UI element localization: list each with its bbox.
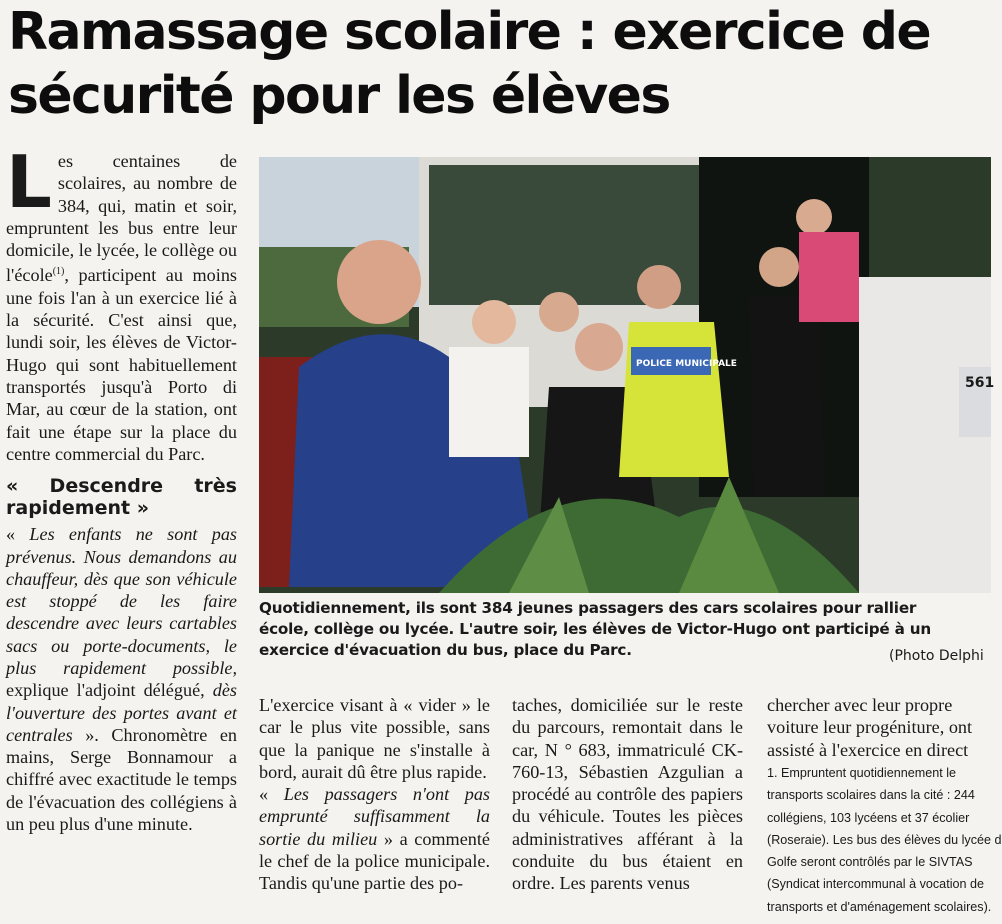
photo-caption	[259, 598, 991, 661]
section-subhead: « Descendre très rapidement »	[6, 475, 237, 520]
caption-line-2: école, collège ou lycée. L'autre soir, les élèves de Victor-Hugo ont participé à un	[259, 620, 931, 638]
footnote-line: (Roseraie). Les bus des élèves du lycée d	[767, 832, 1002, 847]
police-quote: Les passagers n'ont pas emprunté suffisamment la sortie du milieu	[259, 784, 491, 849]
footnote-line: transports scolaires dans la cité : 244	[767, 788, 975, 803]
photo-credit: (Photo Delphi	[889, 648, 984, 664]
column-2-paragraph	[259, 694, 490, 895]
column-2-text-continued: » a commenté le chef de la police municipale. Tandis qu'une partie des po-	[259, 828, 490, 894]
footnote-line: Golfe seront contrôlés par le SIVTAS	[767, 855, 973, 870]
official-quote-2: dès l'ouverture des portes avant et centrales	[6, 680, 237, 745]
drop-cap: L	[6, 140, 52, 224]
article-photo	[259, 157, 995, 593]
paragraph-continued: ». Chronomètre en mains, Serge Bonnamour a chiffré avec exactitude le temps de l'évacuation des collégiens à un peu plus d'une minute.	[6, 724, 237, 835]
article-column-1	[6, 140, 238, 835]
footnote-line: collégiens, 103 lycéens et 37 écolier	[767, 810, 970, 825]
article-column-3	[512, 694, 743, 895]
footnote-line: (Syndicat intercommunal à vocation de	[767, 877, 985, 892]
article-column-2	[259, 694, 490, 895]
footnote-line: transports et d'aménagement scolaires).	[767, 899, 992, 914]
column-4-line: voiture leur progéniture, ont	[767, 717, 973, 738]
intro-text-continued: , participent au moins une fois l'an à un exercice lié à la sécurité. C'est ainsi que, lundi soir, les élèves de Victor-Hugo qui sont habituellement transportés jusqu'à Porto di Mar, au cœur de la station, ont fait une étape sur la place du centre commercial du Parc.	[6, 265, 237, 464]
article-column-4	[767, 694, 997, 761]
column-4-line: assisté à l'exercice en direct	[767, 739, 969, 760]
footnote-ref: (1)	[52, 266, 65, 278]
quote-mark: «	[6, 524, 30, 545]
column-2-text: L'exercice visant à « vider » le car le plus vite possible, sans que la panique ne s'installe à bord, aurait dû être plus rapide.	[259, 695, 490, 782]
article-headline: Ramassage scolaire : exercice de sécurité pour les élèves	[8, 2, 930, 126]
vest-text: POLICE MUNICIPALE	[636, 359, 737, 369]
intro-paragraph	[6, 140, 237, 465]
caption-line-1: Quotidiennement, ils sont 384 jeunes passagers des cars scolaires pour rallier	[259, 599, 917, 617]
column-4-line: chercher avec leur propre	[767, 695, 953, 715]
footnote	[767, 762, 1002, 918]
caption-line-3: exercice d'évacuation du bus, place du Parc.	[259, 641, 632, 659]
photo-illustration	[259, 157, 995, 593]
bus-number: 561	[965, 375, 995, 391]
official-quote: Les enfants ne sont pas prévenus. Nous demandons au chauffeur, dès que son véhicule est stoppé de les faire descendre avec leurs cartables sacs ou porte-documents, le plus rapidement possible,	[6, 524, 238, 678]
quote-mark: «	[259, 784, 284, 805]
attribution: explique l'adjoint délégué,	[6, 680, 213, 701]
intro-text: es centaines de scolaires, au nombre de 384, qui, matin et soir, empruntent les bus entre leur domicile, le lycée, le collège ou l'école	[6, 151, 237, 286]
quote-paragraph	[6, 523, 237, 835]
footnote-line: 1. Empruntent quotidiennement le	[767, 766, 957, 780]
column-3-text: taches, domiciliée sur le reste du parcours, remontait dans le car, N ° 683, immatriculé CK-760-13, Sébastien Azgulian a procédé au contrôle des papiers du véhicule. Toutes les pièces administratives afférant à la conduite du bus étaient en ordre. Les parents venus	[512, 695, 743, 894]
